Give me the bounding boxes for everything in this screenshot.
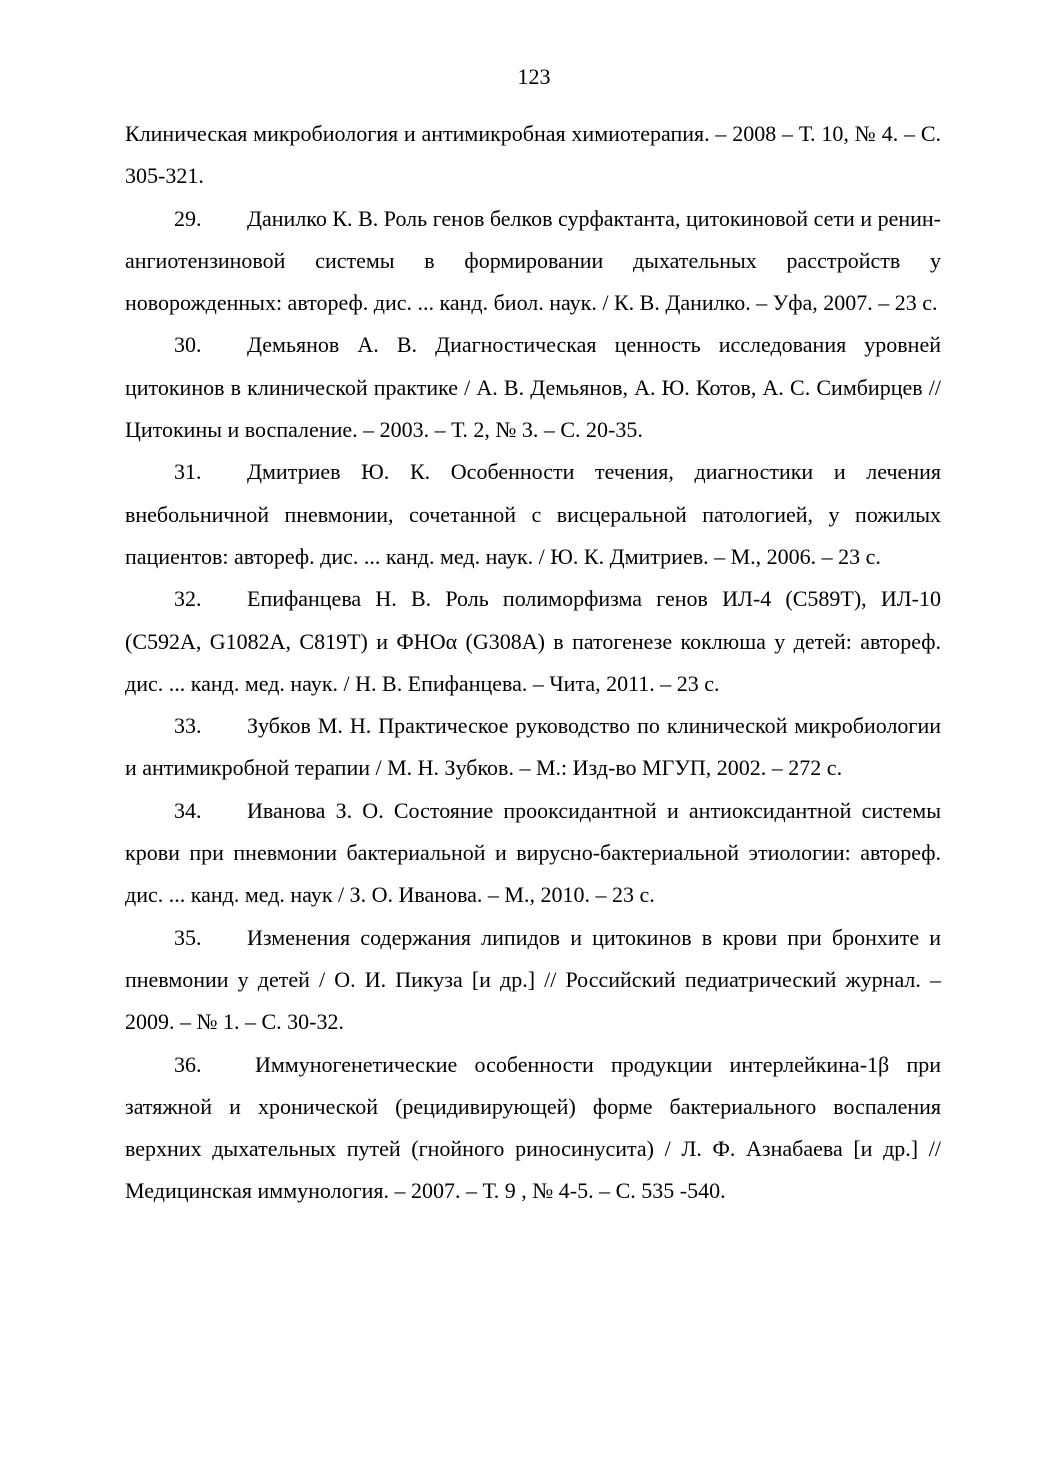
reference-text: Дмитриев Ю. К. Особенности течения, диагностики и лечения внебольничной пневмонии, сочетанной с висцеральной патологией, у пожилых пациентов: автореф. дис. ... канд. мед. наук. / Ю. К. Дмитриев. – М., 2006. – 23 с. [125, 459, 941, 569]
reference-text: Иммуногенетические особенности продукции интерлейкина-1β при затяжной и хронической (рецидивирующей) форме бактериального воспаления верхних дыхательных путей (гнойного риносинусита) / Л. Ф. Азнабаева [и др.] // Медицинская иммунология. – 2007. – Т. 9 , № 4-5. – С. 535 -540. [125, 1051, 941, 1204]
reference-entry [125, 1044, 941, 1213]
reference-text: Данилко К. В. Роль генов белков сурфактанта, цитокиновой сети и ренин-ангиотензиновой системы в формировании дыхательных расстройств у новорожденных: автореф. дис. ... канд. биол. наук. / К. В. Данилко. – Уфа, 2007. – 23 с. [125, 205, 941, 316]
continued-reference: Клиническая микробиология и антимикробная химиотерапия. – 2008 – Т. 10, № 4. – С. 305-321. [125, 121, 941, 189]
reference-text: Изменения содержания липидов и цитокинов в крови при бронхите и пневмонии у детей / О. И. Пикуза [и др.] // Российский педиатрический журнал. – 2009. – № 1. – С. 30-32. [125, 924, 941, 1035]
reference-number: 36. [174, 1051, 202, 1077]
reference-text: Зубков М. Н. Практическое руководство по клинической микробиологии и антимикробной терапии / М. Н. Зубков. – М.: Изд-во МГУП, 2002. – 272 с. [125, 713, 941, 781]
reference-number: 34. [174, 797, 202, 823]
reference-entry [125, 451, 941, 578]
reference-number: 31. [174, 459, 202, 485]
reference-number: 30. [174, 332, 202, 358]
reference-number: 29. [174, 205, 202, 231]
reference-entry [125, 324, 941, 451]
reference-number: 33. [174, 713, 202, 739]
reference-text: Епифанцева Н. В. Роль полиморфизма генов ИЛ-4 (C589T), ИЛ-10 (C592A, G1082A, C819T) и ФНОα (G308A) в патогенезе коклюша у детей: автореф. дис. ... канд. мед. наук. / Н. В. Епифанцева. – Чита, 2011. – 23 с. [125, 586, 941, 696]
reference-entry [125, 790, 941, 917]
reference-number: 32. [174, 586, 202, 612]
reference-number: 35. [174, 924, 202, 950]
reference-entry [125, 198, 941, 325]
page-number: 123 [517, 64, 551, 89]
bibliography-list [125, 113, 941, 1213]
reference-text: Демьянов А. В. Диагностическая ценность исследования уровней цитокинов в клинической практике / А. В. Демьянов, А. Ю. Котов, А. С. Симбирцев // Цитокины и воспаление. – 2003. – Т. 2, № 3. – С. 20-35. [125, 332, 941, 443]
reference-entry [125, 578, 941, 705]
reference-entry [125, 917, 941, 1044]
reference-entry [125, 705, 941, 790]
reference-text: Иванова З. О. Состояние прооксидантной и антиоксидантной системы крови при пневмонии бактериальной и вирусно-бактериальной этиологии: автореф. дис. ... канд. мед. наук / З. О. Иванова. – М., 2010. – 23 с. [125, 797, 941, 908]
